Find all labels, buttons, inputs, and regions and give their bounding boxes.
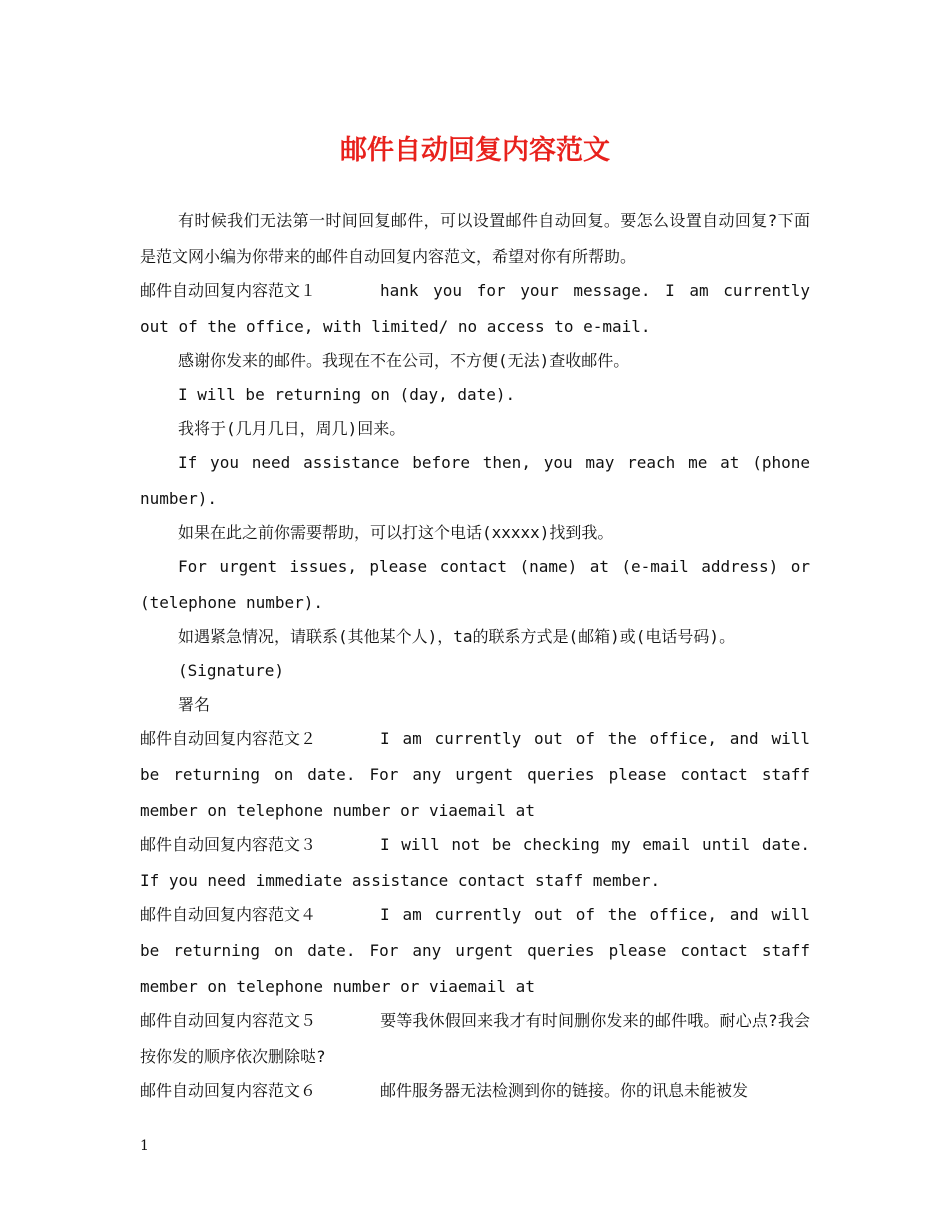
sample-5-paragraph <box>140 1003 810 1075</box>
sample-1-cn-3: 如果在此之前你需要帮助，可以打这个电话(xxxxx)找到我。 <box>178 523 614 542</box>
page-number: 1 <box>140 1138 149 1154</box>
signature-en: (Signature) <box>178 661 284 680</box>
document-body <box>140 203 810 1107</box>
sample-1-en-2: I will be returning on (day, date). <box>178 385 516 404</box>
sample-4-label: 邮件自动回复内容范文４ <box>140 905 317 924</box>
sample-1-en-3: If you need assistance before then, you may reach me at (phone number). <box>140 453 810 508</box>
sample-2-text: I am currently out of the office, and will be returning on date. For any urgent queries please contact staff member on telephone number or viaemail at <box>140 729 810 820</box>
signature-cn: 署名 <box>178 695 211 714</box>
sample-2-label: 邮件自动回复内容范文２ <box>140 729 317 748</box>
sample-1-cn-4: 如遇紧急情况，请联系(其他某个人)，ta的联系方式是(邮箱)或(电话号码)。 <box>178 627 736 646</box>
sample-6-paragraph <box>140 1073 810 1109</box>
sample-3-text: I will not be checking my email until date. If you need immediate assistance contact staff member. <box>140 835 810 890</box>
page-title: 邮件自动回复内容范文 <box>340 135 610 166</box>
intro-paragraph: 有时候我们无法第一时间回复邮件，可以设置邮件自动回复。要怎么设置自动回复?下面是范文网小编为你带来的邮件自动回复内容范文，希望对你有所帮助。 <box>140 211 810 266</box>
sample-1-cn-1: 感谢你发来的邮件。我现在不在公司，不方便(无法)查收邮件。 <box>178 351 630 370</box>
sample-1-en-4: For urgent issues, please contact (name) at (e-mail address) or (telephone number). <box>140 557 810 612</box>
sample-4-text: I am currently out of the office, and will be returning on date. For any urgent queries please contact staff member on telephone number or viaemail at <box>140 905 810 996</box>
sample-1-paragraph <box>140 273 810 345</box>
sample-6-text: 邮件服务器无法检测到你的链接。你的讯息未能被发 <box>380 1081 749 1100</box>
sample-5-label: 邮件自动回复内容范文５ <box>140 1011 317 1030</box>
sample-1-text: hank you for your message. I am currently out of the office, with limited/ no access to e-mail. <box>140 281 810 336</box>
sample-3-label: 邮件自动回复内容范文３ <box>140 835 317 854</box>
sample-6-label: 邮件自动回复内容范文６ <box>140 1081 317 1100</box>
sample-1-label: 邮件自动回复内容范文１ <box>140 281 317 300</box>
sample-4-paragraph <box>140 897 810 1005</box>
sample-3-paragraph <box>140 827 810 899</box>
sample-2-paragraph <box>140 721 810 829</box>
sample-5-text: 要等我休假回来我才有时间删你发来的邮件哦。耐心点?我会按你发的顺序依次删除哒? <box>140 1011 810 1066</box>
sample-1-cn-2: 我将于(几月几日，周几)回来。 <box>178 419 406 438</box>
